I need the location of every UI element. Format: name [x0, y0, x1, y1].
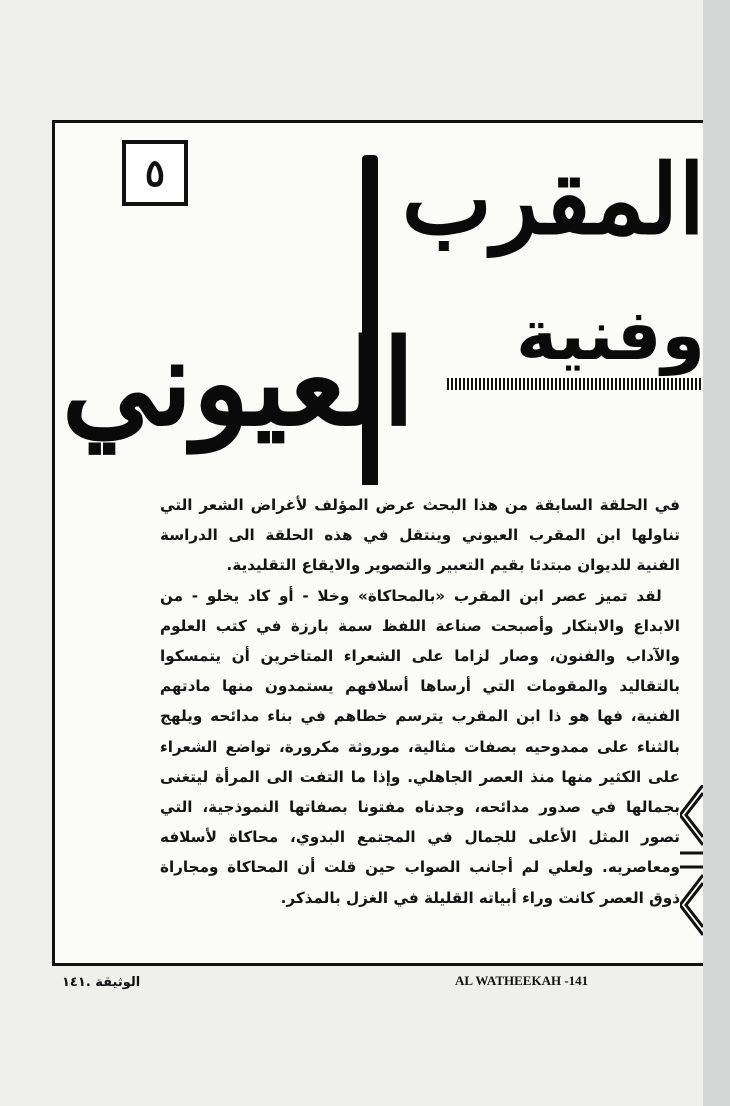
title-calligraphy-muqrib: المقرب — [401, 143, 705, 256]
page-edge — [703, 0, 730, 1106]
episode-number: ٥ — [144, 150, 166, 195]
footer-arabic-page-label: الوثيقة .١٤١ — [62, 975, 141, 990]
article-intro: في الحلقة السابقة من هذا البحث عرض المؤلف لأغراض الشعر التي تناولها ابن المقرب العيوني وينتقل في هذه الحلقة الى الدراسة الفنية للديوان مبتدئا بقيم التعبير والتصوير والايقاع التقليدية. — [160, 496, 680, 575]
decorative-border-ornament — [680, 785, 703, 945]
article-body — [160, 490, 680, 913]
footer-english-page-label: AL WATHEEKAH -141 — [455, 973, 589, 988]
episode-number-box — [122, 140, 188, 206]
title-calligraphy-uyuni: العيوني — [61, 313, 415, 452]
title-calligraphy-fanniya: وفنية — [516, 294, 705, 376]
article-paragraph: لقد تميز عصر ابن المقرب «بالمحاكاة» وخلا - أو كاد يخلو - من الابداع والابتكار وأصبحت صناعة اللفظ سمة بارزة في كتب العلوم والآداب والفنون، وصار لزاما على الشعراء المتاخرين أن يتمسكوا بالتقاليد والمقومات التي أرساها أسلافهم يستمدون منها مادتهم الفنية، فها هو ذا ابن المقرب يترسم خطاهم في بناء مدائحه ويلهج بالثناء على ممدوحيه بصفات مثالية، موروثة مكرورة، تواضع الشعراء على الكثير منها منذ العصر الجاهلي. وإذا ما التفت الى المرأة ليتغنى بجمالها في صدور مدائحه، وجدناه مفتونا بصفاتها النموذجية، التي تصور المثل الأعلى للجمال في المجتمع البدوي، محاكاة لأسلافه ومعاصريه. ولعلي لم أجانب الصواب حين قلت أن المحاكاة ومجاراة ذوق العصر كانت وراء أبياته القليلة في الغزل بالمذكر. — [160, 586, 680, 907]
title-hatch-rule — [447, 378, 703, 390]
